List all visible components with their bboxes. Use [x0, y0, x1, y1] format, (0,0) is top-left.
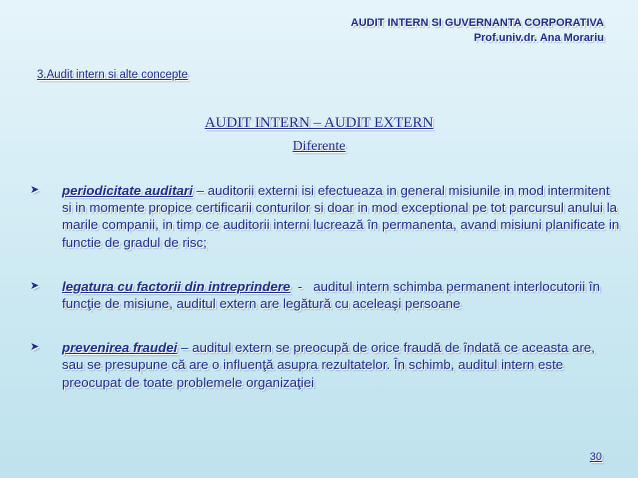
bullet-list: [30, 182, 620, 418]
page-subtitle: Diferente: [292, 139, 346, 154]
bullet-item-periodicitate: [30, 182, 620, 251]
bullet-text: auditul intern schimba permanent interlocutorii în funcţie de misiune, auditul extern are legătură cu aceleaşi persoane: [62, 278, 600, 312]
section-link[interactable]: 3.Audit intern si alte concepte: [37, 69, 188, 81]
page-title: AUDIT INTERN – AUDIT EXTERN: [204, 115, 434, 131]
arrow-bullet-icon: ➤: [30, 184, 40, 196]
bullet-separator: –: [192, 183, 208, 198]
bullet-text: auditorii externi isi efectueaza in general misiunile in mod intermitent si in momente propice certificarii conturilor si doar in mod exceptional pe tot parcursul anului la marile companii, in timp ce auditorii interni lucrează în permanenta, avand misiuni planificate in functie de gradul de risc;: [62, 183, 620, 250]
bullet-term: periodicitate auditari: [62, 183, 193, 198]
header-author: Prof.univ.dr. Ana Morariu: [473, 32, 604, 44]
bullet-item-prevenirea: [30, 339, 620, 391]
bullet-text: auditul extern se preocupă de orice fraudă de îndată ce aceasta are, sau se presupune că are o influenţă asupra rezultatelor. În schimb, auditul intern este preocupat de toate problemele organizaţiei: [62, 340, 595, 390]
arrow-bullet-icon: ➤: [30, 341, 40, 354]
bullet-separator: -: [290, 278, 314, 294]
bullet-separator: –: [177, 340, 193, 356]
page-number: 30: [589, 451, 602, 463]
bullet-term: prevenirea fraudei: [62, 340, 178, 356]
arrow-bullet-icon: ➤: [30, 279, 40, 292]
bullet-term: legatura cu factorii din intreprindere: [62, 278, 291, 294]
slide-header: [351, 16, 604, 46]
header-title: AUDIT INTERN SI GUVERNANTA CORPORATIVA: [350, 17, 604, 29]
bullet-item-legatura: [30, 278, 620, 312]
